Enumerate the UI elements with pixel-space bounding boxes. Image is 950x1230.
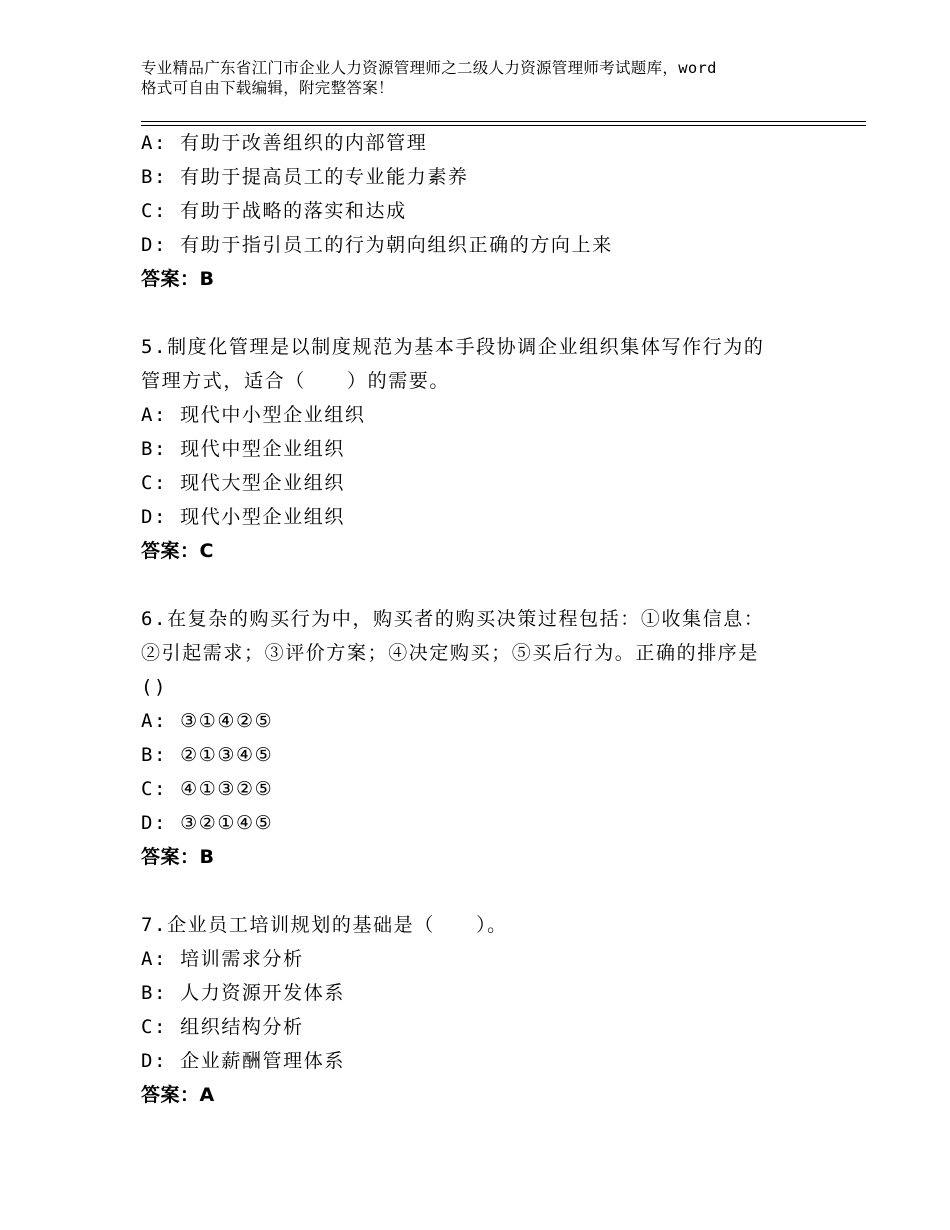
document-header — [141, 58, 831, 98]
option-a: A: 培训需求分析 — [141, 948, 304, 970]
option-d: D: 现代小型企业组织 — [141, 506, 345, 528]
question-5 — [141, 330, 841, 568]
spacer — [141, 874, 841, 908]
option-a: A: 现代中小型企业组织 — [141, 404, 366, 426]
option-a: A: 有助于改善组织的内部管理 — [141, 132, 428, 154]
option-c: C: 组织结构分析 — [141, 1016, 304, 1038]
option-c: C: ④①③②⑤ — [141, 778, 274, 800]
question-6 — [141, 602, 841, 874]
answer: 答案：C — [141, 540, 214, 562]
header-divider-thin — [141, 121, 866, 122]
question-4-partial — [141, 126, 841, 296]
question-stem-line: 6.在复杂的购买行为中，购买者的购买决策过程包括：①收集信息： — [141, 608, 765, 630]
spacer — [141, 568, 841, 602]
answer: 答案：A — [141, 1084, 215, 1106]
option-a: A: ③①④②⑤ — [141, 710, 274, 732]
option-d: D: 有助于指引员工的行为朝向组织正确的方向上来 — [141, 234, 613, 256]
question-7 — [141, 908, 841, 1112]
option-b: B: ②①③④⑤ — [141, 744, 274, 766]
header-title-line-2: 格式可自由下载编辑，附完整答案！ — [141, 79, 394, 97]
question-stem-line: 管理方式，适合（ ）的需要。 — [141, 370, 451, 392]
spacer — [141, 296, 841, 330]
question-stem-line: () — [141, 676, 168, 698]
option-b: B: 人力资源开发体系 — [141, 982, 345, 1004]
option-c: C: 有助于战略的落实和达成 — [141, 200, 407, 222]
option-b: B: 现代中型企业组织 — [141, 438, 345, 460]
header-title-line-1: 专业精品广东省江门市企业人力资源管理师之二级人力资源管理师考试题库，word — [141, 59, 717, 77]
question-stem-line: ②引起需求；③评价方案；④决定购买；⑤买后行为。正确的排序是 — [141, 642, 760, 664]
option-b: B: 有助于提高员工的专业能力素养 — [141, 166, 469, 188]
question-list — [141, 126, 841, 1112]
question-stem-line: 5.制度化管理是以制度规范为基本手段协调企业组织集体写作行为的 — [141, 336, 765, 358]
answer: 答案：B — [141, 846, 215, 868]
option-c: C: 现代大型企业组织 — [141, 472, 345, 494]
option-d: D: 企业薪酬管理体系 — [141, 1050, 345, 1072]
question-stem-line: 7.企业员工培训规划的基础是（ ）。 — [141, 914, 508, 936]
answer: 答案：B — [141, 268, 215, 290]
option-d: D: ③②①④⑤ — [141, 812, 274, 834]
